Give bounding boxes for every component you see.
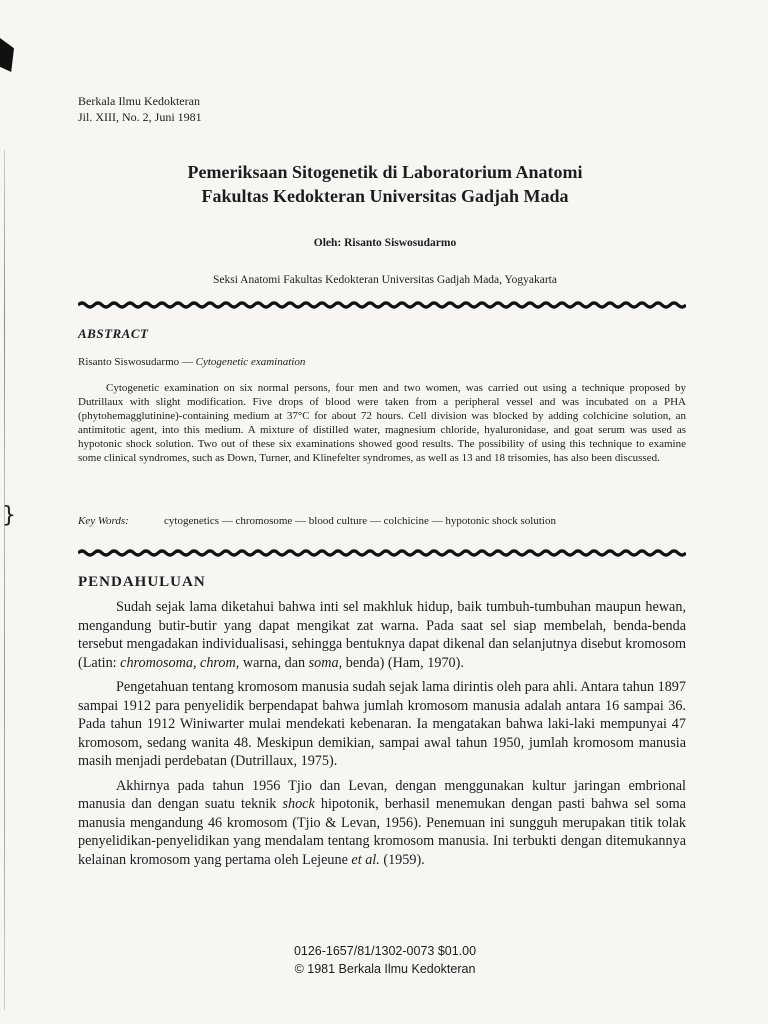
p3-term-shock: shock	[282, 796, 315, 812]
author: Oleh: Risanto Siswosudarmo	[313, 237, 457, 249]
keywords	[78, 514, 686, 528]
p3-text-b: hipotonik, berhasil menemukan dengan pasti bahwa sel soma manusia mengandung 46 kromosom (Tjio & Levan, 1956). Penemuan ini sungguh merupakan titik tolak penyelidikan-penyelidikan yang mendalam tentang kromosom manusia. Ini terbukti dengan ditemukannya kelainan kromosom yang pertama oleh Lejeune	[78, 796, 686, 868]
keywords-list: cytogenetics — chromosome — blood culture — colchicine — hypotonic shock solution	[164, 515, 556, 527]
p3-text-c: (1959).	[379, 851, 425, 868]
abstract-byline	[78, 356, 305, 368]
section-heading: PENDAHULUAN	[78, 574, 206, 590]
affiliation: Seksi Anatomi Fakultas Kedokteran Universitas Gadjah Mada, Yogyakarta	[213, 274, 557, 286]
title-line-1: Pemeriksaan Sitogenetik di Laboratorium Anatomi	[187, 162, 583, 182]
scan-edge-line	[4, 150, 5, 1010]
p3-term-etal: et al.	[351, 851, 380, 868]
journal-info	[78, 93, 202, 125]
wavy-divider-top	[78, 300, 686, 310]
wavy-divider-bottom	[78, 548, 686, 558]
article-code: 0126-1657/81/1302-0073 $01.00	[293, 944, 477, 958]
keywords-label: Key Words:	[78, 515, 129, 527]
p1-text-d: , benda) (Ham, 1970).	[338, 654, 464, 671]
title-line-2: Fakultas Kedokteran Universitas Gadjah Mada	[201, 186, 569, 206]
paragraph-1	[78, 598, 686, 672]
scan-edge-bracket: }	[2, 503, 16, 528]
body-text	[78, 598, 686, 875]
abstract-body: Cytogenetic examination on six normal persons, four men and two women, was carried out using a technique proposed by Dutrillaux with slight modification. Five drops of blood were taken from a peripheral vessel and was incubated on a PHA (phytohemagglutinine)-containing medium at 37°C for about 72 hours. Cell division was blocked by adding colchicine solution, an antimitotic agent, into this medium. A mixture of distilled water, magnesium chloride, hyaluronidase, and goat serum was used as hypotonic shock solution. Two out of these six examinations showed good results. The possibility of using this technique to examine some clinical syndromes, such as Down, Turner, and Klinefelter syndromes, as well as 13 and 18 trisomies, has also been discussed.	[78, 382, 686, 465]
paragraph-3	[78, 777, 686, 870]
paper-title	[90, 160, 680, 208]
p1-text-b: ,	[192, 654, 201, 671]
page-footer	[200, 942, 570, 978]
paragraph-2: Pengetahuan tentang kromosom manusia sudah sejak lama dirintis oleh para ahli. Antara tahun 1897 sampai 1912 para penyelidik berpendapat bahwa jumlah kromosom manusia adalah antara 16 sampai 36. Pada tahun 1912 Winiwarter mulai mendekati kebenaran. Ia mengatakan bahwa laki-laki mempunyai 47 kromosom, sedang wanita 48. Meskipun demikian, sampai awal tahun 1950, jumlah kromosom manusia masih menjadi perdebatan (Dutrillaux, 1975).	[78, 679, 686, 769]
abstract-heading: ABSTRACT	[78, 326, 149, 341]
abstract-byline-author: Risanto Siswosudarmo —	[78, 356, 193, 368]
journal-volume: Jil. XIII, No. 2, Juni 1981	[78, 110, 202, 124]
p1-term-soma: soma	[308, 654, 339, 671]
scan-edge-mark	[0, 38, 14, 72]
p3-text-a: Akhirnya pada tahun 1956 Tjio dan Levan, dengan menggunakan kultur jaringan embrional manusia dan dengan suatu teknik	[78, 777, 686, 812]
copyright: © 1981 Berkala Ilmu Kedokteran	[294, 962, 476, 976]
abstract-byline-title: Cytogenetic examination	[195, 356, 306, 368]
p1-text-c: , warna, dan	[235, 654, 309, 671]
journal-name: Berkala Ilmu Kedokteran	[78, 94, 200, 108]
p1-term-chrom: chrom	[200, 654, 236, 671]
p1-text-a: Sudah sejak lama diketahui bahwa inti sel makhluk hidup, baik tumbuh-tumbuhan maupun hewan, mengandung butir-butir yang dapat mengikat zat warna. Pada saat sel siap membelah, benda-benda tersebut mengadakan individualisasi, sehingga bentuknya dapat dikenal dan selanjutnya disebut kromosom (Latin:	[78, 599, 686, 671]
p1-term-chromosoma: chromosoma	[120, 654, 193, 671]
